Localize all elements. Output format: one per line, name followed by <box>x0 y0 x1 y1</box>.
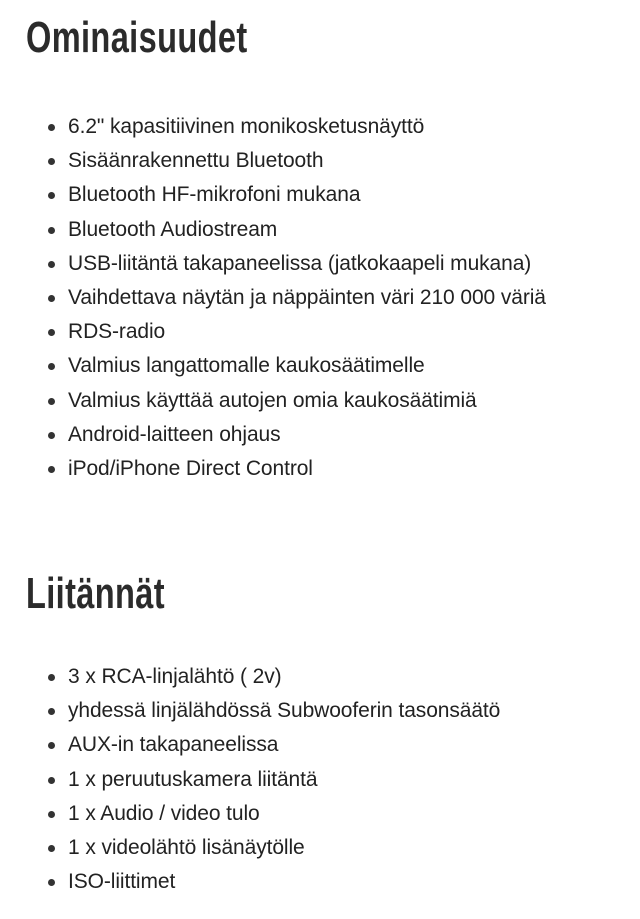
section-title-liitannat: Liitännät <box>26 569 165 618</box>
list-item: 1 x videolähtö lisänäytölle <box>68 831 628 865</box>
list-item: ISO-liittimet <box>68 865 628 899</box>
list-item: Bluetooth Audiostream <box>68 213 628 247</box>
list-item: 1 x peruutuskamera liitäntä <box>68 763 628 797</box>
list-item: yhdessä linjälähdössä Subwooferin tasonsäätö <box>68 694 628 728</box>
list-item: Sisäänrakennettu Bluetooth <box>68 144 628 178</box>
connections-list <box>0 660 628 899</box>
list-item: iPod/iPhone Direct Control <box>68 452 628 486</box>
list-item: 1 x Audio / video tulo <box>68 797 628 831</box>
features-list <box>0 110 628 486</box>
list-item: Android-laitteen ohjaus <box>68 418 628 452</box>
section-title-ominaisuudet: Ominaisuudet <box>26 13 248 62</box>
list-item: Bluetooth HF-mikrofoni mukana <box>68 178 628 212</box>
list-item: USB-liitäntä takapaneelissa (jatkokaapeli mukana) <box>68 247 628 281</box>
list-item: Valmius langattomalle kaukosäätimelle <box>68 349 628 383</box>
list-item: AUX-in takapaneelissa <box>68 728 628 762</box>
list-item: 6.2" kapasitiivinen monikosketusnäyttö <box>68 110 628 144</box>
list-item: Vaihdettava näytän ja näppäinten väri 210 000 väriä <box>68 281 568 315</box>
list-item: 3 x RCA-linjalähtö ( 2v) <box>68 660 628 694</box>
list-item: RDS-radio <box>68 315 628 349</box>
list-item: Valmius käyttää autojen omia kaukosäätimiä <box>68 384 628 418</box>
